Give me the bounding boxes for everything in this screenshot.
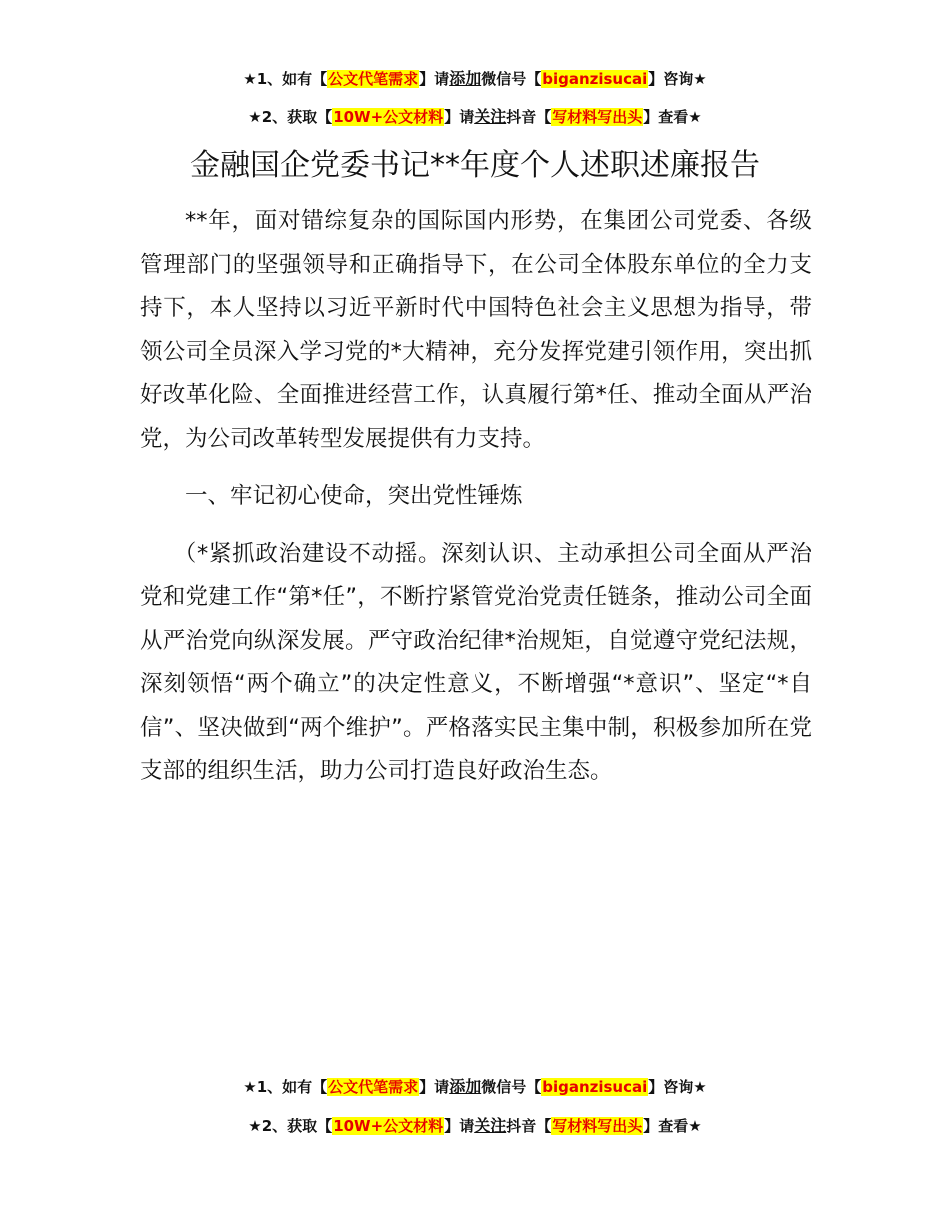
promo-line-2-top	[0, 106, 950, 128]
promo-highlight-wechat-id: biganzisucai	[542, 1078, 648, 1096]
promo-text: 微信号【	[481, 70, 542, 88]
promo-text: 】请	[444, 108, 475, 126]
promo-highlight-service: 公文代笔需求	[328, 70, 419, 88]
promo-text: 】请	[419, 1078, 450, 1096]
promo-underline-follow: 关注	[474, 107, 507, 126]
promo-text: 微信号【	[481, 1078, 542, 1096]
paragraph-political-building: （*紧抓政治建设不动摇。深刻认识、主动承担公司全面从严治党和党建工作“第*任”，不断拧紧管党治党责任链条，推动公司全面从严治党向纵深发展。严守政治纪律*治规矩，自觉遵守党纪法规，深刻领悟“两个确立”的决定性意义，不断增强“*意识”、坚定“*自信”、坚决做到“两个维护”。严格落实民主集中制，积极参加所在党支部的组织生活，助力公司打造良好政治生态。	[140, 540, 812, 784]
promo-line-2-bottom	[0, 1115, 950, 1137]
promo-text: ★2、获取【	[248, 1117, 333, 1135]
promo-underline-add: 添加	[449, 1077, 482, 1096]
promo-text: ★1、如有【	[243, 70, 328, 88]
promo-text: 】请	[444, 1117, 475, 1135]
promo-highlight-materials: 10W+公文材料	[333, 1117, 444, 1135]
promo-text: 抖音【	[506, 1117, 552, 1135]
promo-underline-add: 添加	[449, 69, 482, 88]
promo-highlight-service: 公文代笔需求	[328, 1078, 419, 1096]
promo-underline-follow: 关注	[474, 1116, 507, 1135]
promo-text: 抖音【	[506, 108, 552, 126]
promo-text: 】咨询★	[648, 1078, 707, 1096]
promo-highlight-wechat-id: biganzisucai	[542, 70, 648, 88]
promo-highlight-douyin: 写材料写出头	[552, 1117, 643, 1135]
promo-text: 】查看★	[643, 108, 702, 126]
promo-line-1-top	[0, 68, 950, 90]
promo-text: 】查看★	[643, 1117, 702, 1135]
document-title: 金融国企党委书记**年度个人述职述廉报告	[190, 148, 760, 183]
promo-highlight-materials: 10W+公文材料	[333, 108, 444, 126]
promo-text: ★2、获取【	[248, 108, 333, 126]
paragraph-intro: **年，面对错综复杂的国际国内形势，在集团公司党委、各级管理部门的坚强领导和正确指导下，在公司全体股东单位的全力支持下，本人坚持以习近平新时代中国特色社会主义思想为指导，带领公司全员深入学习党的*大精神，充分发挥党建引领作用，突出抓好改革化险、全面推进经营工作，认真履行第*任、推动全面从严治党，为公司改革转型发展提供有力支持。	[140, 208, 812, 452]
promo-text: 】请	[419, 70, 450, 88]
section-heading-1: 一、牢记初心使命，突出党性锤炼	[185, 483, 523, 509]
promo-highlight-douyin: 写材料写出头	[552, 108, 643, 126]
promo-text: ★1、如有【	[243, 1078, 328, 1096]
promo-text: 】咨询★	[648, 70, 707, 88]
document-body	[140, 200, 812, 794]
promo-line-1-bottom	[0, 1076, 950, 1098]
